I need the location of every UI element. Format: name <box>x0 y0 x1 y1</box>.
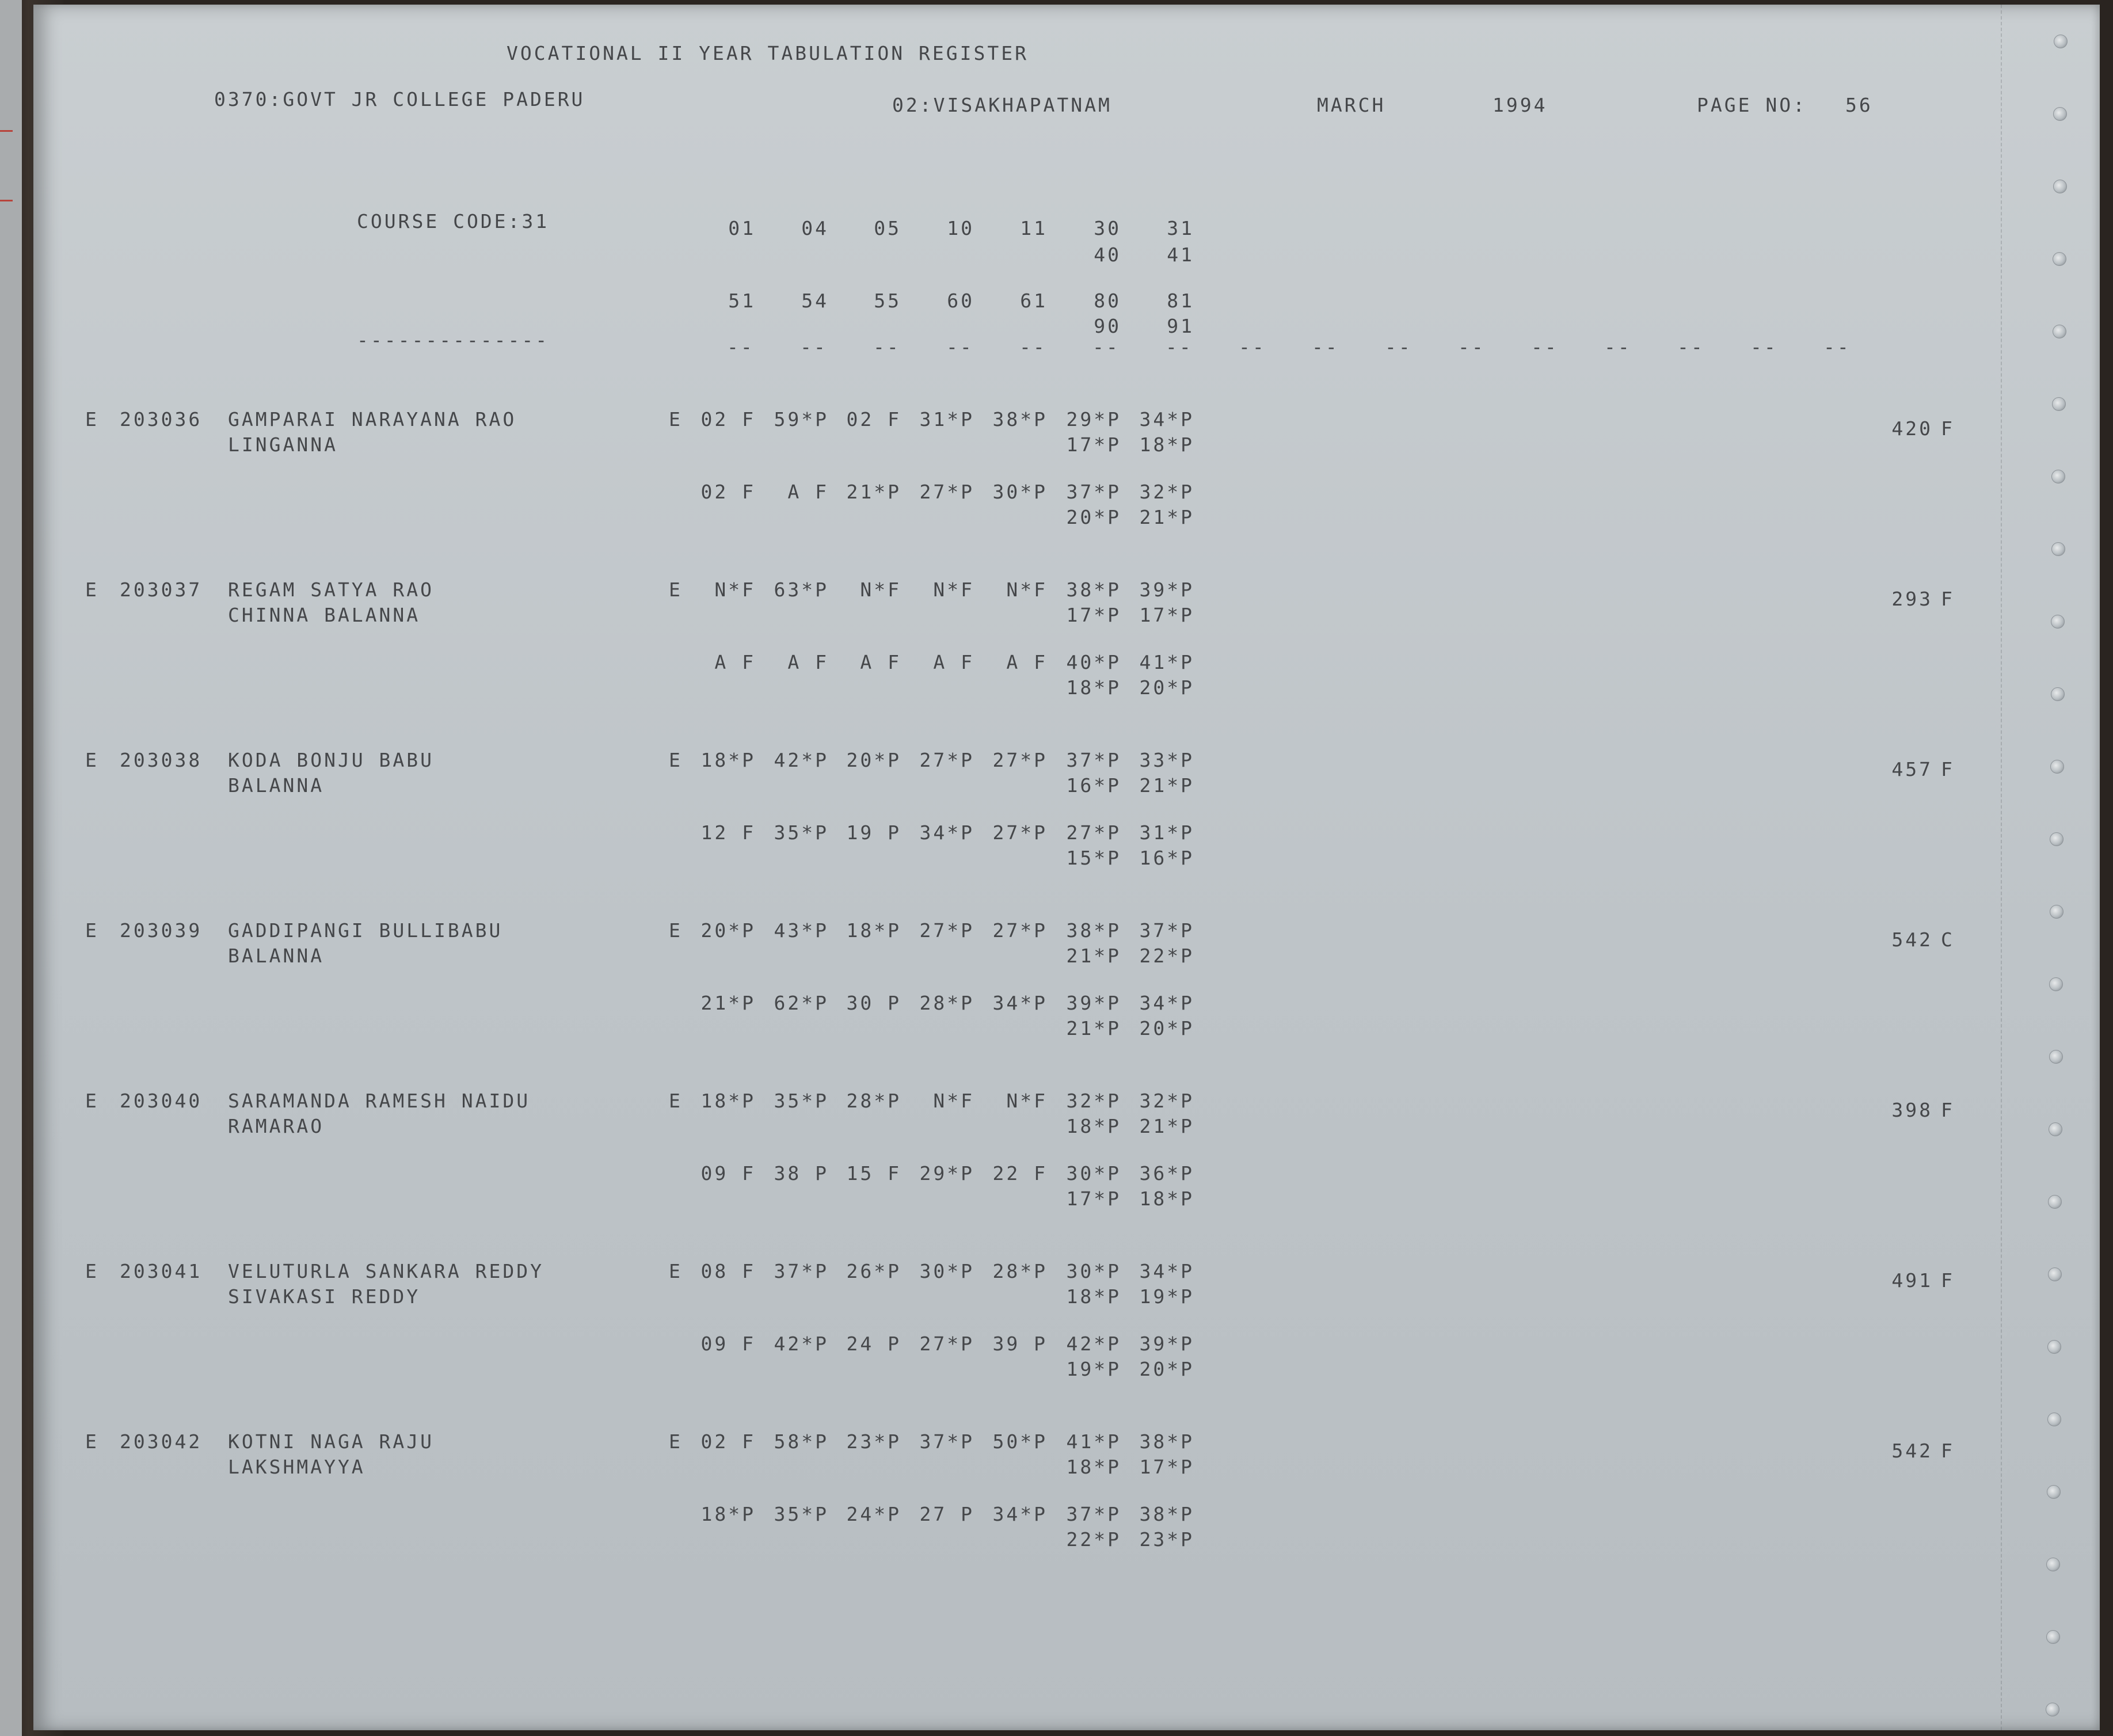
punch-hole <box>2051 542 2065 556</box>
punch-hole <box>2049 977 2063 991</box>
column-dash: -- <box>800 336 828 358</box>
punch-hole <box>2053 252 2066 266</box>
subject-mark: 02 F <box>700 481 756 503</box>
roll-number: 203038 <box>120 749 203 771</box>
subject-mark: 20*P <box>1066 506 1121 528</box>
subject-mark: 30*P <box>992 481 1048 503</box>
subject-mark: 26*P <box>846 1260 901 1282</box>
subject-mark: A F <box>787 481 829 503</box>
subject-mark: 17*P <box>1139 604 1194 626</box>
exam-flag: E <box>85 1090 99 1112</box>
subject-mark: 18*P <box>1066 1456 1121 1478</box>
roll-number: 203040 <box>120 1090 203 1112</box>
subject-mark: 21*P <box>1139 774 1194 797</box>
subject-mark: 41*P <box>1066 1430 1121 1453</box>
subject-mark: 21*P <box>700 992 756 1014</box>
punch-hole <box>2048 1267 2062 1281</box>
subject-mark: N*F <box>860 578 901 601</box>
medium-code: E <box>669 408 683 431</box>
subject-mark: 31*P <box>1139 821 1194 844</box>
punch-hole <box>2049 1122 2062 1136</box>
course-rule: -------------- <box>357 329 550 351</box>
subject-mark: 34*P <box>992 1503 1048 1525</box>
subject-mark: 18*P <box>846 919 901 942</box>
subject-mark: 21*P <box>1139 506 1194 528</box>
subject-mark: 15 F <box>846 1162 901 1185</box>
subject-mark: 19*P <box>1066 1358 1121 1380</box>
total-marks: 420 <box>1891 417 1933 440</box>
subject-mark: 43*P <box>774 919 829 942</box>
subject-mark: 38*P <box>1139 1430 1194 1453</box>
punch-hole <box>2046 1558 2060 1571</box>
subject-code: 91 <box>1167 315 1194 337</box>
exam-flag: E <box>85 749 99 771</box>
exam-month: MARCH <box>1317 94 1386 116</box>
subject-mark: 27 P <box>919 1503 974 1525</box>
subject-mark: 22 F <box>992 1162 1048 1185</box>
subject-mark: 18*P <box>700 1090 756 1112</box>
subject-mark: 34*P <box>1139 408 1194 431</box>
subject-mark: 34*P <box>919 821 974 844</box>
medium-code: E <box>669 749 683 771</box>
subject-mark: 17*P <box>1066 1187 1121 1210</box>
punch-hole <box>2051 687 2065 701</box>
subject-code: 40 <box>1094 243 1121 266</box>
subject-mark: 30*P <box>1066 1162 1121 1185</box>
subject-code: 80 <box>1094 290 1121 312</box>
exam-flag: E <box>85 408 99 431</box>
subject-mark: 09 F <box>700 1333 756 1355</box>
subject-mark: 02 F <box>846 408 901 431</box>
subject-mark: 34*P <box>1139 1260 1194 1282</box>
subject-code: 60 <box>947 290 974 312</box>
subject-mark: 27*P <box>919 919 974 942</box>
subject-mark: 38*P <box>1066 578 1121 601</box>
subject-mark: 17*P <box>1139 1456 1194 1478</box>
roll-number: 203041 <box>120 1260 203 1282</box>
subject-mark: 24*P <box>846 1503 901 1525</box>
subject-mark: 18*P <box>1139 433 1194 456</box>
roll-number: 203042 <box>120 1430 203 1453</box>
column-dash: -- <box>1312 336 1339 358</box>
subject-mark: 09 F <box>700 1162 756 1185</box>
subject-code: 30 <box>1094 217 1121 239</box>
subject-code: 31 <box>1167 217 1194 239</box>
subject-mark: 29*P <box>1066 408 1121 431</box>
subject-mark: 02 F <box>700 1430 756 1453</box>
subject-mark: 38*P <box>1066 919 1121 942</box>
subject-mark: 02 F <box>700 408 756 431</box>
column-dash: -- <box>1604 336 1632 358</box>
subject-mark: 23*P <box>846 1430 901 1453</box>
subject-mark: 30*P <box>919 1260 974 1282</box>
punch-hole <box>2050 760 2064 774</box>
column-dash: -- <box>1750 336 1778 358</box>
subject-mark: 62*P <box>774 992 829 1014</box>
punch-hole <box>2051 615 2065 629</box>
student-name: VELUTURLA SANKARA REDDY <box>228 1260 544 1282</box>
column-dash: -- <box>1166 336 1193 358</box>
subject-mark: 32*P <box>1139 481 1194 503</box>
subject-mark: 42*P <box>774 1333 829 1355</box>
subject-mark: 17*P <box>1066 433 1121 456</box>
subject-mark: 38*P <box>992 408 1048 431</box>
subject-mark: 20*P <box>1139 1017 1194 1040</box>
parent-name: CHINNA BALANNA <box>228 604 421 626</box>
subject-mark: 18*P <box>1139 1187 1194 1210</box>
subject-mark: N*F <box>933 578 974 601</box>
punch-hole <box>2046 1630 2060 1644</box>
subject-code: 81 <box>1167 290 1194 312</box>
subject-mark: 35*P <box>774 1503 829 1525</box>
medium-code: E <box>669 1430 683 1453</box>
subject-mark: 35*P <box>774 821 829 844</box>
parent-name: LINGANNA <box>228 433 338 456</box>
subject-mark: 37*P <box>1066 749 1121 771</box>
subject-mark: 32*P <box>1066 1090 1121 1112</box>
subject-code: 90 <box>1094 315 1121 337</box>
subject-mark: 37*P <box>919 1430 974 1453</box>
subject-mark: 15*P <box>1066 847 1121 869</box>
column-dash: -- <box>1823 336 1851 358</box>
punch-hole <box>2047 1340 2061 1354</box>
punch-hole <box>2047 1413 2061 1426</box>
exam-flag: E <box>85 1260 99 1282</box>
subject-mark: 59*P <box>774 408 829 431</box>
parent-name: RAMARAO <box>228 1115 325 1137</box>
result-code: F <box>1941 417 1955 440</box>
college-name: 0370:GOVT JR COLLEGE PADERU <box>214 88 585 111</box>
subject-mark: 20*P <box>1139 1358 1194 1380</box>
column-dash: -- <box>946 336 974 358</box>
subject-mark: 22*P <box>1139 945 1194 967</box>
subject-mark: 18*P <box>1066 1115 1121 1137</box>
punch-hole <box>2051 470 2065 484</box>
subject-mark: 37*P <box>1066 1503 1121 1525</box>
punch-hole <box>2047 1485 2061 1499</box>
subject-mark: 28*P <box>846 1090 901 1112</box>
subject-mark: 37*P <box>1066 481 1121 503</box>
subject-mark: 27*P <box>919 481 974 503</box>
subject-mark: 63*P <box>774 578 829 601</box>
punch-hole <box>2048 1195 2062 1209</box>
subject-mark: 08 F <box>700 1260 756 1282</box>
subject-mark: 39*P <box>1139 1333 1194 1355</box>
subject-mark: A F <box>714 651 756 673</box>
subject-code: 11 <box>1020 217 1048 239</box>
subject-code: 05 <box>874 217 901 239</box>
exam-flag: E <box>85 578 99 601</box>
subject-mark: 21*P <box>846 481 901 503</box>
student-name: GAMPARAI NARAYANA RAO <box>228 408 517 431</box>
column-dash: -- <box>1385 336 1413 358</box>
subject-mark: 32*P <box>1139 1090 1194 1112</box>
total-marks: 542 <box>1891 928 1933 951</box>
total-marks: 491 <box>1891 1269 1933 1292</box>
subject-mark: 22*P <box>1066 1528 1121 1551</box>
subject-mark: 39*P <box>1139 578 1194 601</box>
previous-page-edge <box>0 0 22 1736</box>
subject-mark: 35*P <box>774 1090 829 1112</box>
exam-flag: E <box>85 919 99 942</box>
subject-mark: N*F <box>1006 1090 1048 1112</box>
subject-mark: 27*P <box>919 749 974 771</box>
subject-mark: 16*P <box>1066 774 1121 797</box>
subject-mark: 31*P <box>919 408 974 431</box>
subject-mark: 27*P <box>919 1333 974 1355</box>
subject-mark: A F <box>933 651 974 673</box>
subject-mark: 30 P <box>846 992 901 1014</box>
register-title: VOCATIONAL II YEAR TABULATION REGISTER <box>507 42 1029 64</box>
district-name: 02:VISAKHAPATNAM <box>892 94 1112 116</box>
result-code: C <box>1941 928 1955 951</box>
medium-code: E <box>669 1260 683 1282</box>
subject-mark: 40*P <box>1066 651 1121 673</box>
subject-mark: N*F <box>714 578 756 601</box>
column-dash: -- <box>727 336 755 358</box>
medium-code: E <box>669 919 683 942</box>
result-code: F <box>1941 1269 1955 1292</box>
tractor-feed-strip <box>2001 5 2100 1730</box>
total-marks: 293 <box>1891 588 1933 610</box>
subject-code: 41 <box>1167 243 1194 266</box>
subject-code: 54 <box>801 290 829 312</box>
result-code: F <box>1941 758 1955 781</box>
subject-code: 55 <box>874 290 901 312</box>
subject-mark: 37*P <box>1139 919 1194 942</box>
subject-mark: 30*P <box>1066 1260 1121 1282</box>
subject-mark: 28*P <box>992 1260 1048 1282</box>
subject-mark: 41*P <box>1139 651 1194 673</box>
subject-mark: 19*P <box>1139 1285 1194 1308</box>
parent-name: LAKSHMAYYA <box>228 1456 366 1478</box>
subject-mark: 36*P <box>1139 1162 1194 1185</box>
subject-mark: 27*P <box>1066 821 1121 844</box>
student-name: REGAM SATYA RAO <box>228 578 435 601</box>
subject-mark: A F <box>1006 651 1048 673</box>
punch-hole <box>2053 107 2067 121</box>
punch-hole <box>2050 905 2063 919</box>
total-marks: 398 <box>1891 1099 1933 1121</box>
subject-mark: 21*P <box>1066 945 1121 967</box>
punch-hole <box>2046 1703 2059 1716</box>
subject-mark: 38 P <box>774 1162 829 1185</box>
subject-mark: 20*P <box>700 919 756 942</box>
result-code: F <box>1941 1099 1955 1121</box>
subject-mark: 34*P <box>992 992 1048 1014</box>
subject-mark: A F <box>860 651 901 673</box>
subject-mark: 27*P <box>992 821 1048 844</box>
subject-mark: 19 P <box>846 821 901 844</box>
red-margin-mark <box>0 130 13 201</box>
tabulation-sheet <box>33 5 2100 1730</box>
student-name: GADDIPANGI BULLIBABU <box>228 919 503 942</box>
subject-mark: 27*P <box>992 919 1048 942</box>
page-label: PAGE NO: <box>1697 94 1807 116</box>
subject-mark: 38*P <box>1139 1503 1194 1525</box>
subject-mark: 42*P <box>774 749 829 771</box>
subject-mark: 18*P <box>1066 676 1121 699</box>
subject-mark: 18*P <box>700 1503 756 1525</box>
column-dash: -- <box>1019 336 1047 358</box>
exam-flag: E <box>85 1430 99 1453</box>
subject-mark: 39*P <box>1066 992 1121 1014</box>
subject-mark: N*F <box>1006 578 1048 601</box>
column-dash: -- <box>1092 336 1120 358</box>
roll-number: 203037 <box>120 578 203 601</box>
subject-mark: 42*P <box>1066 1333 1121 1355</box>
parent-name: SIVAKASI REDDY <box>228 1285 421 1308</box>
subject-mark: 21*P <box>1139 1115 1194 1137</box>
subject-mark: 34*P <box>1139 992 1194 1014</box>
subject-mark: 18*P <box>1066 1285 1121 1308</box>
subject-mark: 20*P <box>1139 676 1194 699</box>
punch-hole <box>2052 397 2066 411</box>
student-name: SARAMANDA RAMESH NAIDU <box>228 1090 531 1112</box>
subject-code: 10 <box>947 217 974 239</box>
medium-code: E <box>669 578 683 601</box>
subject-code: 51 <box>728 290 756 312</box>
subject-mark: N*F <box>933 1090 974 1112</box>
subject-mark: 24 P <box>846 1333 901 1355</box>
result-code: F <box>1941 588 1955 610</box>
subject-mark: 21*P <box>1066 1017 1121 1040</box>
parent-name: BALANNA <box>228 774 325 797</box>
column-dash: -- <box>873 336 901 358</box>
punch-hole <box>2054 35 2068 48</box>
punch-hole <box>2053 180 2067 193</box>
subject-code: 04 <box>801 217 829 239</box>
punch-hole <box>2050 832 2063 846</box>
subject-mark: 37*P <box>774 1260 829 1282</box>
column-dash: -- <box>1677 336 1705 358</box>
page-number: 56 <box>1845 94 1873 116</box>
subject-mark: 39 P <box>992 1333 1048 1355</box>
result-code: F <box>1941 1440 1955 1462</box>
subject-mark: 29*P <box>919 1162 974 1185</box>
course-code: COURSE CODE:31 <box>357 210 550 233</box>
subject-mark: A F <box>787 651 829 673</box>
student-name: KOTNI NAGA RAJU <box>228 1430 435 1453</box>
exam-year: 1994 <box>1493 94 1548 116</box>
subject-code: 61 <box>1020 290 1048 312</box>
subject-code: 01 <box>728 217 756 239</box>
column-dash: -- <box>1239 336 1266 358</box>
total-marks: 542 <box>1891 1440 1933 1462</box>
column-dash: -- <box>1531 336 1559 358</box>
punch-hole <box>2049 1050 2063 1064</box>
subject-mark: 27*P <box>992 749 1048 771</box>
total-marks: 457 <box>1891 758 1933 781</box>
subject-mark: 33*P <box>1139 749 1194 771</box>
roll-number: 203036 <box>120 408 203 431</box>
medium-code: E <box>669 1090 683 1112</box>
parent-name: BALANNA <box>228 945 325 967</box>
punch-hole <box>2053 325 2066 338</box>
subject-mark: 20*P <box>846 749 901 771</box>
subject-mark: 50*P <box>992 1430 1048 1453</box>
subject-mark: 16*P <box>1139 847 1194 869</box>
student-name: KODA BONJU BABU <box>228 749 435 771</box>
subject-mark: 17*P <box>1066 604 1121 626</box>
subject-mark: 58*P <box>774 1430 829 1453</box>
subject-mark: 12 F <box>700 821 756 844</box>
roll-number: 203039 <box>120 919 203 942</box>
column-dash: -- <box>1458 336 1486 358</box>
subject-mark: 18*P <box>700 749 756 771</box>
subject-mark: 28*P <box>919 992 974 1014</box>
subject-mark: 23*P <box>1139 1528 1194 1551</box>
